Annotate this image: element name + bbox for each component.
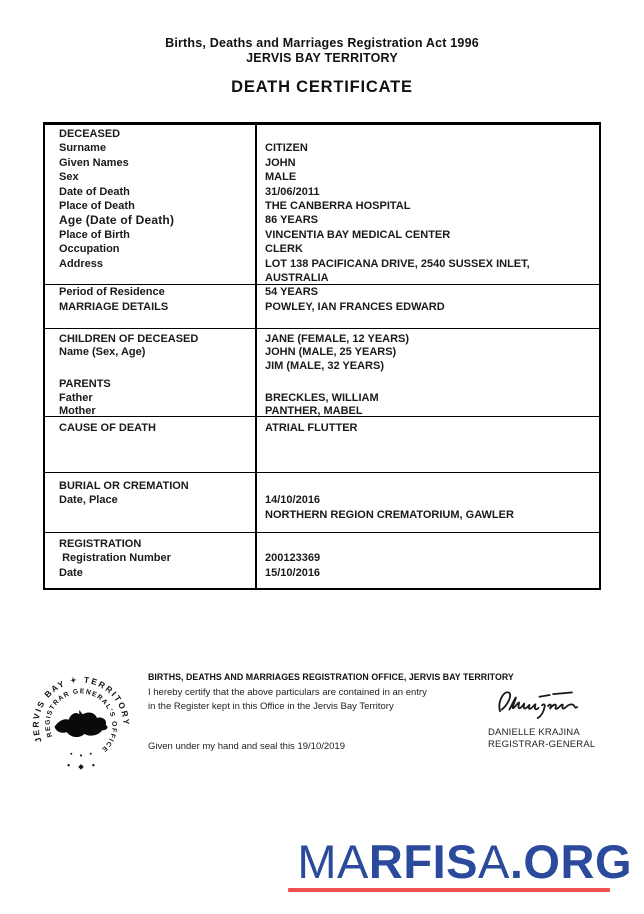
- section-heading: CHILDREN OF DECEASED: [59, 333, 199, 345]
- page-title: DEATH CERTIFICATE: [231, 78, 413, 96]
- field-value: 86 YEARS: [265, 214, 318, 227]
- field-label: Occupation: [59, 243, 120, 256]
- field-label: Sex: [59, 171, 79, 184]
- office-line: BIRTHS, DEATHS AND MARRIAGES REGISTRATION OFFICE, JERVIS BAY TERRITORY: [148, 672, 514, 682]
- field-value: BRECKLES, WILLIAM: [265, 391, 379, 404]
- table-row: [45, 392, 599, 405]
- field-value: 15/10/2016: [265, 566, 321, 579]
- logo-letter: I: [432, 835, 447, 888]
- table-row: [45, 199, 599, 213]
- field-value: NORTHERN REGION CREMATORIUM, GAWLER: [265, 508, 514, 521]
- field-label: Name (Sex, Age): [59, 346, 146, 359]
- logo-letter: O: [523, 835, 561, 888]
- certify-line-2: in the Register kept in this Office in the Jervis Bay Territory: [148, 700, 394, 712]
- section-children: [45, 328, 599, 416]
- field-value: PANTHER, MABEL: [265, 405, 363, 418]
- registrar-name: DANIELLE KRAJINA: [488, 727, 580, 738]
- field-value: JANE (FEMALE, 12 YEARS): [265, 333, 410, 345]
- table-row: [45, 493, 599, 507]
- territory-map-icon: [55, 710, 108, 737]
- registrar-seal: [28, 672, 134, 778]
- field-label: Given Names: [59, 156, 129, 169]
- field-label: Period of Residence: [59, 286, 165, 299]
- field-value: 200123369: [265, 552, 321, 565]
- field-label: Mother: [59, 405, 96, 418]
- seal-inner-text: REGISTRAR GENERAL'S OFFICE: [44, 688, 118, 754]
- logo-letter: S: [446, 835, 478, 888]
- field-label: Age (Date of Death): [59, 213, 175, 228]
- field-label: Date of Death: [59, 185, 130, 198]
- certificate-table: [43, 122, 601, 590]
- field-label: Date: [59, 566, 83, 579]
- logo-letter: G: [594, 835, 632, 888]
- given-under-hand-line: Given under my hand and seal this 19/10/2019: [148, 741, 345, 752]
- logo-underline: [288, 888, 610, 892]
- registrar-title: REGISTRAR-GENERAL: [488, 739, 596, 750]
- field-value: LOT 138 PACIFICANA DRIVE, 2540 SUSSEX INLET, AUSTRALIA: [265, 257, 530, 285]
- field-value: VINCENTIA BAY MEDICAL CENTER: [265, 228, 451, 241]
- table-row: [45, 566, 599, 580]
- marfisa-logo-text: [297, 835, 632, 888]
- table-row: [45, 360, 599, 373]
- section-cause: [45, 416, 599, 472]
- table-row: [45, 346, 599, 359]
- table-row: [45, 257, 599, 286]
- field-value: CITIZEN: [265, 142, 308, 155]
- table-row: [45, 156, 599, 170]
- seal-bottom-dots: [67, 753, 94, 770]
- field-label: Registration Number: [59, 552, 171, 565]
- field-value: ATRIAL FLUTTER: [265, 422, 358, 434]
- field-label: Father: [59, 391, 93, 404]
- logo-letter: .: [509, 835, 524, 888]
- seal-outer-text: JERVIS BAY ✦ TERRITORY: [30, 674, 132, 744]
- table-row: [45, 213, 599, 227]
- table-row: [45, 421, 599, 435]
- field-value: JIM (MALE, 32 YEARS): [265, 359, 384, 372]
- section-heading: BURIAL OR CREMATION: [59, 480, 189, 492]
- field-value: 31/06/2011: [265, 185, 320, 198]
- section-registration: [45, 532, 599, 588]
- field-label: Place of Birth: [59, 228, 130, 241]
- table-row: [45, 285, 599, 314]
- field-value: MALE: [265, 171, 297, 184]
- field-value: 54 YEARS: [265, 286, 318, 299]
- field-value: JOHN (MALE, 25 YEARS): [265, 346, 397, 359]
- table-row: [45, 141, 599, 155]
- marfisa-logo: [297, 835, 632, 892]
- field-label: Address: [59, 257, 104, 270]
- field-label: Surname: [59, 142, 107, 155]
- act-line: Births, Deaths and Marriages Registration Act 1996: [165, 36, 479, 50]
- section-burial: [45, 472, 599, 532]
- section-heading: CAUSE OF DEATH: [59, 422, 156, 434]
- section-heading: PARENTS: [59, 378, 111, 391]
- section-heading: REGISTRATION: [59, 538, 142, 550]
- field-label: Place of Death: [59, 200, 135, 213]
- certify-line-1: I hereby certify that the above particulars are contained in an entry: [148, 687, 427, 698]
- table-row: [45, 333, 599, 346]
- field-value: JOHN: [265, 156, 296, 169]
- registrar-signature-icon: [488, 683, 596, 719]
- table-row: [45, 378, 599, 391]
- logo-letter: A: [478, 835, 510, 888]
- logo-letter: M: [297, 835, 338, 888]
- column-divider: [255, 124, 257, 588]
- table-row: [45, 185, 599, 199]
- table-row: [45, 537, 599, 551]
- field-label: Date, Place: [59, 494, 118, 507]
- field-value: CLERK: [265, 243, 303, 256]
- territory-line: JERVIS BAY TERRITORY: [246, 51, 398, 65]
- certificate-header: [0, 36, 644, 97]
- section-marriage: [45, 284, 599, 328]
- table-row: [45, 551, 599, 565]
- table-row: [45, 170, 599, 184]
- certifying-office-block: [148, 672, 514, 713]
- logo-letter: A: [337, 835, 369, 888]
- section-heading: DECEASED: [59, 128, 121, 140]
- field-value: THE CANBERRA HOSPITAL: [265, 200, 411, 213]
- table-row: [45, 242, 599, 256]
- field-value: POWLEY, IAN FRANCES EDWARD: [265, 301, 445, 313]
- logo-letter: R: [560, 835, 595, 888]
- table-row: [45, 479, 599, 493]
- logo-letter: R: [368, 835, 404, 888]
- section-deceased: [45, 124, 599, 299]
- field-value: 14/10/2016: [265, 494, 321, 507]
- table-row: [45, 127, 599, 141]
- section-heading: MARRIAGE DETAILS: [59, 301, 169, 313]
- table-row: [45, 228, 599, 242]
- table-row: [45, 508, 599, 522]
- logo-letter: F: [403, 835, 433, 888]
- signature-block: [488, 683, 628, 750]
